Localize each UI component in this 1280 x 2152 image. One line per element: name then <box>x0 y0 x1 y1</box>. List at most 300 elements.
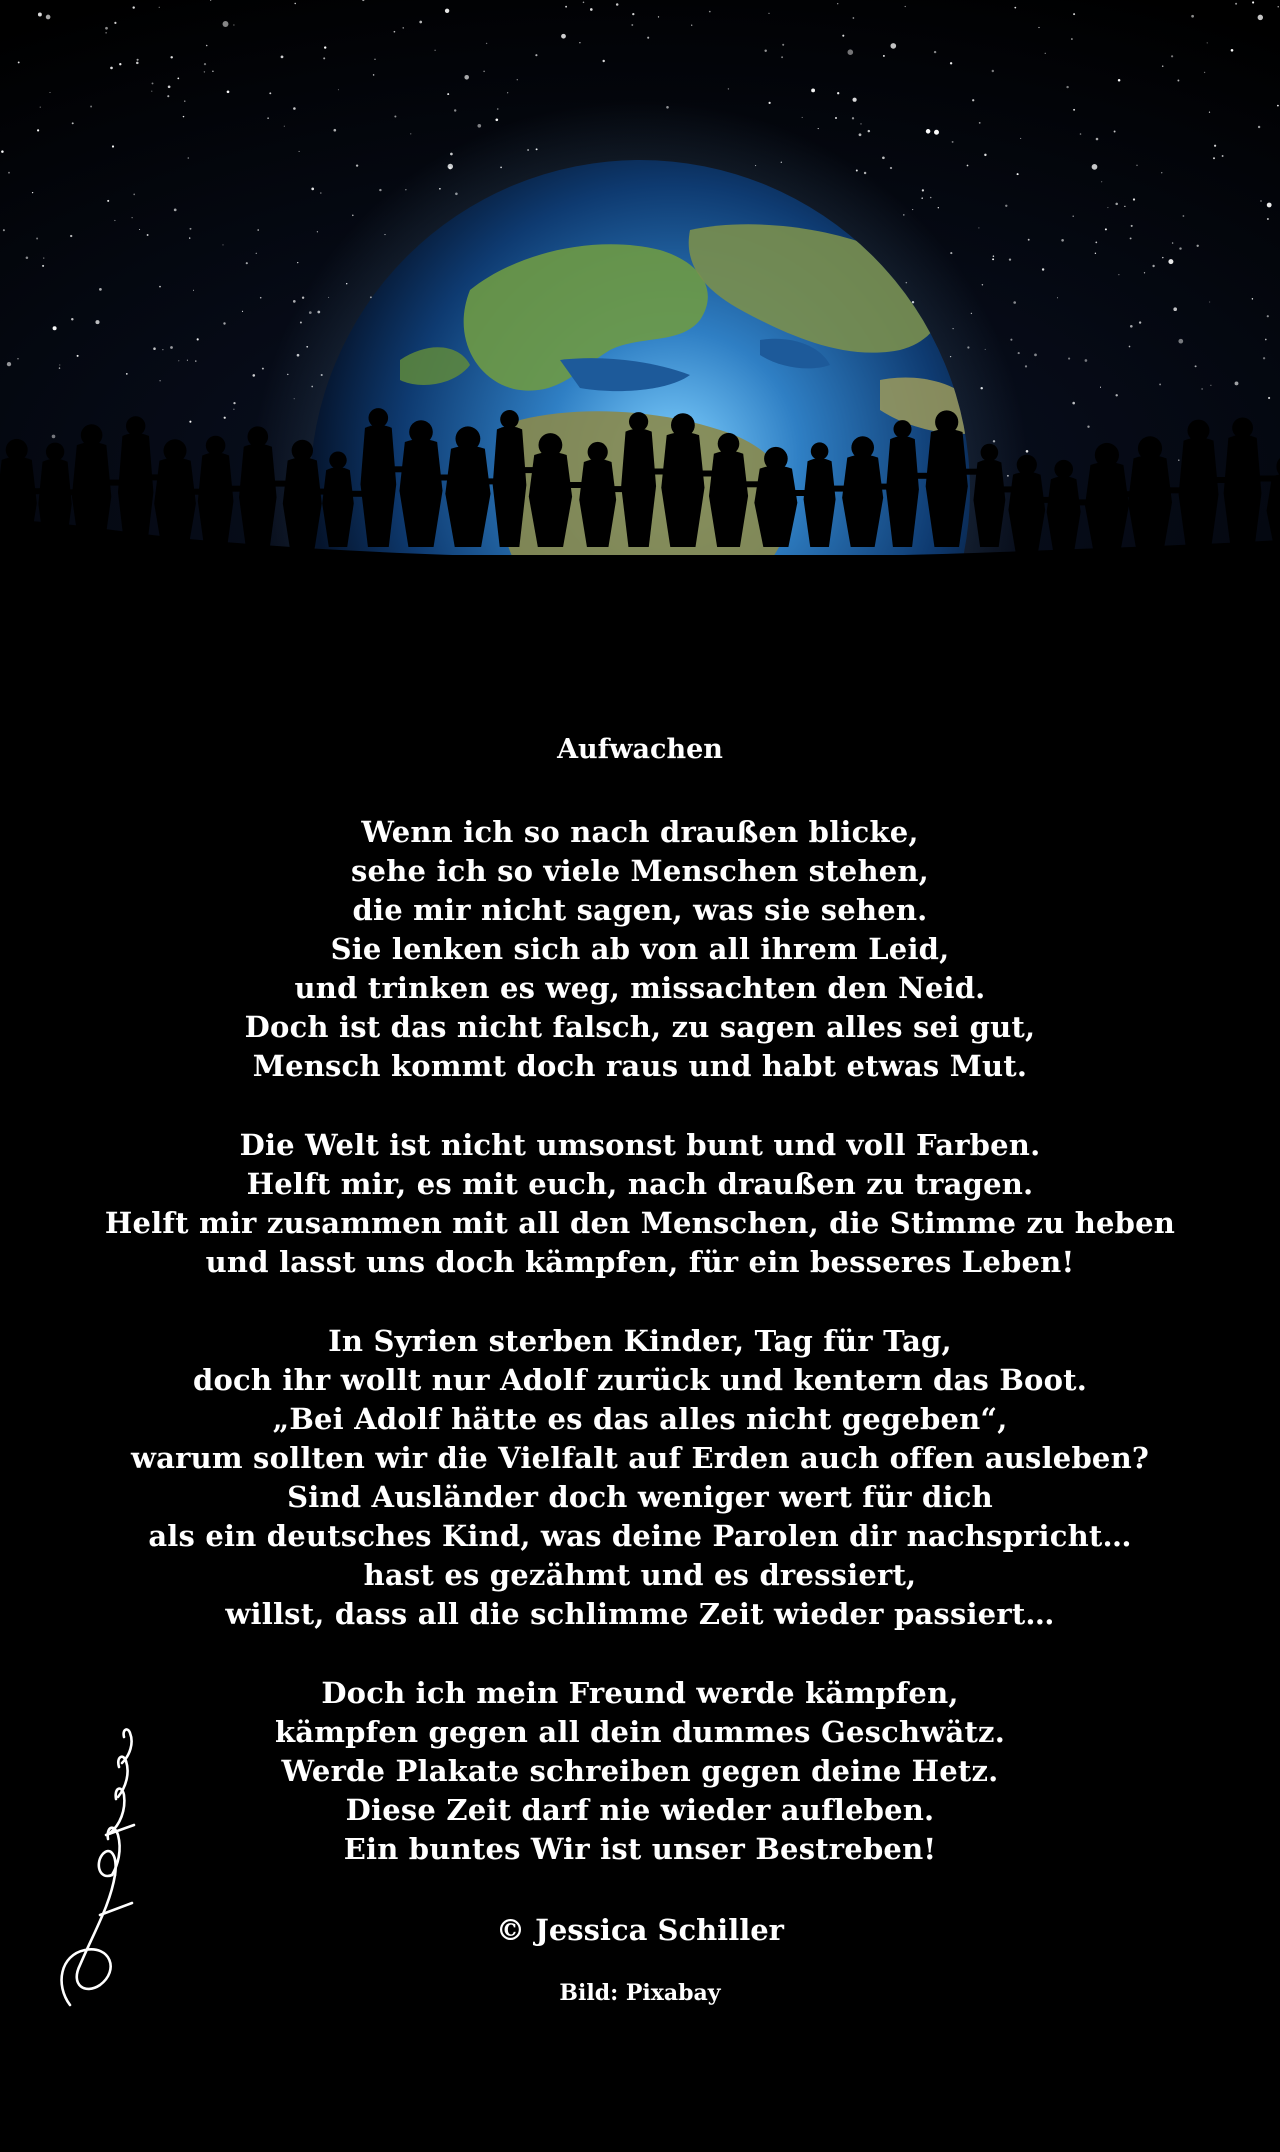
star <box>147 234 149 236</box>
star <box>204 63 206 65</box>
star <box>602 60 604 62</box>
copyright-line: © Jessica Schiller <box>496 1913 784 1947</box>
star <box>262 368 264 370</box>
star <box>782 44 784 46</box>
star <box>978 227 979 228</box>
star <box>1168 259 1173 264</box>
star <box>152 82 154 84</box>
star <box>1014 7 1016 9</box>
star <box>454 109 456 111</box>
star <box>868 130 870 132</box>
star <box>1263 357 1265 359</box>
star <box>136 62 139 65</box>
star <box>1179 247 1181 249</box>
star <box>1124 206 1125 207</box>
star <box>49 92 50 93</box>
star <box>992 70 994 72</box>
star <box>132 217 133 218</box>
star <box>77 355 79 357</box>
star <box>338 89 339 90</box>
star <box>1172 242 1174 244</box>
star <box>1207 42 1208 43</box>
poem-line: Helft mir, es mit euch, nach draußen zu tragen. <box>246 1167 1034 1201</box>
star <box>1080 133 1082 135</box>
star <box>227 90 230 93</box>
poem-line: und lasst uns doch kämpfen, für ein besseres Leben! <box>205 1245 1075 1279</box>
star <box>137 59 139 61</box>
star <box>1213 157 1215 159</box>
star <box>852 117 854 119</box>
star <box>434 50 435 51</box>
star <box>728 88 729 89</box>
star <box>890 167 892 169</box>
stanza <box>0 1126 1280 1282</box>
star <box>3 229 5 231</box>
star <box>114 220 115 221</box>
star <box>769 102 771 104</box>
star <box>1177 80 1179 82</box>
star <box>419 21 422 24</box>
star <box>979 122 981 124</box>
star <box>1018 352 1020 354</box>
star <box>1114 131 1116 133</box>
star <box>352 215 354 217</box>
star <box>204 71 205 72</box>
star <box>1005 205 1007 207</box>
star <box>1144 272 1145 273</box>
star <box>967 165 969 167</box>
star <box>842 35 844 37</box>
star <box>177 78 179 80</box>
star <box>1277 105 1279 107</box>
star <box>190 228 192 230</box>
star <box>107 200 109 202</box>
star <box>1161 172 1162 173</box>
star <box>26 257 29 260</box>
star <box>52 435 56 439</box>
star <box>1235 3 1237 5</box>
star <box>187 360 188 361</box>
star <box>709 11 711 13</box>
star <box>1231 49 1234 52</box>
star <box>293 300 296 303</box>
star <box>837 3 838 4</box>
star <box>1095 253 1096 254</box>
star <box>1130 325 1133 328</box>
star <box>170 346 173 349</box>
star <box>133 6 135 8</box>
star <box>110 67 113 70</box>
star <box>1178 460 1179 461</box>
star <box>1214 145 1216 147</box>
star <box>112 145 114 147</box>
star <box>324 46 326 48</box>
star <box>930 197 932 199</box>
star <box>802 117 803 118</box>
star <box>38 13 42 17</box>
star <box>658 16 659 17</box>
poem-line: „Bei Adolf hätte es das alles nicht gegeben“, <box>272 1402 1008 1436</box>
star <box>1204 72 1205 73</box>
star <box>1068 358 1070 360</box>
star <box>1162 65 1164 67</box>
star <box>984 154 986 156</box>
star <box>590 8 593 11</box>
star <box>223 21 229 27</box>
star <box>883 55 885 57</box>
star <box>42 265 44 267</box>
star <box>1105 228 1107 230</box>
handwritten-signature-logo <box>40 1715 150 2015</box>
star <box>1173 307 1177 311</box>
star <box>333 129 336 132</box>
star <box>1152 265 1154 267</box>
star <box>311 188 314 191</box>
poem-line: willst, dass all die schlimme Zeit wieder passiert… <box>225 1597 1055 1631</box>
star <box>1100 387 1101 388</box>
star <box>7 362 11 366</box>
star <box>1178 339 1183 344</box>
star <box>1101 181 1102 182</box>
star <box>477 124 481 128</box>
star <box>768 13 769 14</box>
star <box>1045 53 1046 54</box>
star <box>151 91 152 92</box>
star <box>1087 426 1089 428</box>
star <box>1210 385 1211 386</box>
star <box>1085 359 1088 362</box>
star <box>1265 339 1267 341</box>
star <box>206 45 208 47</box>
star <box>483 71 484 72</box>
star <box>119 63 121 65</box>
star <box>1034 354 1037 357</box>
star <box>197 338 199 340</box>
star <box>133 194 135 196</box>
star <box>464 75 469 80</box>
star <box>99 288 102 291</box>
star <box>1028 239 1030 241</box>
poem-line: als ein deutsches Kind, was deine Parolen dir nachspricht… <box>148 1519 1132 1553</box>
star <box>299 151 300 152</box>
star <box>616 3 619 6</box>
star <box>1159 383 1161 385</box>
star <box>486 43 487 44</box>
star <box>1130 237 1132 239</box>
star <box>1129 346 1131 348</box>
star <box>188 157 190 159</box>
star <box>212 71 214 73</box>
star <box>507 92 508 93</box>
star <box>269 92 271 94</box>
star <box>59 364 60 365</box>
star <box>811 88 815 92</box>
star <box>1009 258 1011 260</box>
star <box>394 31 396 33</box>
star <box>1073 109 1075 111</box>
star <box>647 37 649 39</box>
poem-line: Sind Ausländer doch weniger wert für dich <box>287 1480 993 1514</box>
star <box>952 141 954 143</box>
star <box>1252 298 1253 299</box>
star <box>222 244 223 245</box>
star <box>1020 138 1021 139</box>
star <box>242 311 243 312</box>
star <box>233 402 235 404</box>
star <box>167 95 169 97</box>
star <box>260 297 262 299</box>
poem-stanzas <box>0 813 1280 1869</box>
poem-line: Sie lenken sich ab von all ihrem Leid, <box>330 932 950 966</box>
star <box>403 27 404 28</box>
star <box>379 189 381 191</box>
star <box>1107 207 1108 208</box>
star <box>1066 86 1068 88</box>
star <box>1267 203 1272 208</box>
star <box>71 318 73 320</box>
star <box>632 13 634 15</box>
star <box>323 57 325 59</box>
star <box>1133 198 1135 200</box>
star <box>1 150 4 153</box>
star <box>561 34 566 39</box>
star <box>53 326 57 330</box>
star <box>583 2 585 4</box>
star <box>43 258 44 259</box>
poem-line: Mensch kommt doch raus und habt etwas Mut. <box>252 1049 1028 1083</box>
star <box>859 133 862 136</box>
star <box>764 49 766 51</box>
star <box>495 118 498 121</box>
star <box>294 3 295 4</box>
star <box>257 229 259 231</box>
star <box>853 17 855 19</box>
star <box>934 51 936 53</box>
poem-line: Doch ich mein Freund werde kämpfen, <box>321 1676 959 1710</box>
star <box>32 192 33 193</box>
star <box>105 32 107 34</box>
star <box>8 172 10 174</box>
star <box>1268 397 1270 399</box>
poem-line: In Syrien sterben Kinder, Tag für Tag, <box>328 1324 952 1358</box>
star <box>59 367 60 368</box>
star <box>1115 394 1117 396</box>
star <box>691 25 692 26</box>
star <box>890 43 896 49</box>
star <box>105 27 108 30</box>
star <box>224 417 226 419</box>
star <box>950 252 952 254</box>
star <box>1201 388 1202 389</box>
star <box>1267 315 1269 317</box>
poem-line: sehe ich so viele Menschen stehen, <box>351 854 929 888</box>
star <box>835 117 837 119</box>
star <box>70 235 72 237</box>
star <box>934 130 939 135</box>
star <box>246 262 248 264</box>
star <box>184 100 185 101</box>
star <box>95 320 99 324</box>
star <box>37 129 39 131</box>
star <box>1057 297 1058 298</box>
star <box>579 42 580 43</box>
star <box>1278 6 1279 7</box>
star <box>17 358 18 359</box>
star <box>1096 138 1099 141</box>
star <box>281 56 284 59</box>
star <box>162 349 163 350</box>
star <box>1139 321 1141 323</box>
poem-line: hast es gezähmt und es dressiert, <box>363 1558 917 1592</box>
star <box>1183 215 1185 217</box>
star <box>1025 365 1027 367</box>
star <box>1072 216 1073 217</box>
star <box>922 189 924 191</box>
stanza <box>0 813 1280 1086</box>
star <box>189 421 191 423</box>
star <box>1042 268 1044 270</box>
star <box>1162 257 1163 258</box>
star <box>223 322 225 324</box>
star <box>183 116 184 117</box>
star <box>1017 173 1019 175</box>
star <box>1071 38 1073 40</box>
star <box>950 62 952 64</box>
star <box>1222 155 1224 157</box>
star <box>1252 1 1254 3</box>
star <box>1171 55 1173 57</box>
star <box>267 117 269 119</box>
star <box>320 192 322 194</box>
poem-line: doch ihr wollt nur Adolf zurück und kentern das Boot. <box>192 1363 1088 1397</box>
star <box>373 74 375 76</box>
star <box>938 207 939 208</box>
star <box>1038 27 1039 28</box>
star <box>1115 203 1118 206</box>
hero-image-earth-people <box>0 0 1280 600</box>
star <box>852 98 856 102</box>
star <box>1136 165 1137 166</box>
star <box>159 380 160 381</box>
star <box>394 115 396 117</box>
star <box>1092 164 1098 170</box>
star <box>1095 242 1097 244</box>
star <box>356 164 358 166</box>
star <box>1235 381 1239 385</box>
star <box>1209 112 1210 113</box>
poem-line: die mir nicht sagen, was sie sehen. <box>352 893 928 927</box>
star <box>193 290 194 291</box>
star <box>18 61 20 63</box>
star <box>1010 339 1012 341</box>
star <box>860 123 861 124</box>
star <box>72 122 74 124</box>
star <box>921 197 923 199</box>
star <box>445 9 449 13</box>
star <box>153 347 156 350</box>
star <box>233 409 234 410</box>
star <box>174 209 177 212</box>
star <box>912 209 913 210</box>
star <box>159 7 160 8</box>
star <box>293 107 296 110</box>
star <box>992 258 994 260</box>
star <box>284 126 285 127</box>
star <box>1209 302 1210 303</box>
star <box>1258 126 1260 128</box>
star <box>972 99 974 101</box>
star <box>535 54 537 56</box>
star <box>882 156 885 159</box>
poem-line: kämpfen gegen all dein dummes Geschwätz. <box>274 1715 1006 1749</box>
star <box>818 128 819 129</box>
star <box>1260 200 1261 201</box>
star <box>848 49 854 55</box>
star <box>781 56 783 58</box>
poem-line: Ein buntes Wir ist unser Bestreben! <box>343 1832 937 1866</box>
star <box>139 229 140 230</box>
poem-line: warum sollten wir die Vielfalt auf Erden auch offen ausleben? <box>130 1441 1150 1475</box>
poem-line: Doch ist das nicht falsch, zu sagen alles sei gut, <box>244 1010 1036 1044</box>
poem-line: Die Welt ist nicht umsonst bunt und voll Farben. <box>239 1128 1041 1162</box>
poem-line: Werde Plakate schreiben gegen deine Hetz. <box>281 1754 999 1788</box>
star <box>252 374 255 377</box>
poem-line: Helft mir zusammen mit all den Menschen, die Stimme zu heben <box>104 1206 1176 1240</box>
star <box>90 106 92 108</box>
star <box>126 373 128 375</box>
star <box>517 79 518 80</box>
stanza <box>0 1674 1280 1869</box>
star <box>168 85 171 88</box>
star <box>1073 13 1075 15</box>
poem-title: Aufwachen <box>557 734 723 765</box>
star <box>1118 274 1119 275</box>
star <box>1267 218 1269 220</box>
star <box>195 360 196 361</box>
stanza <box>0 1322 1280 1634</box>
star <box>46 15 51 20</box>
star <box>993 255 995 257</box>
star <box>1258 15 1263 20</box>
star <box>565 6 567 8</box>
star <box>1061 239 1064 242</box>
star <box>178 360 179 361</box>
star <box>233 24 234 25</box>
star <box>36 238 38 240</box>
star <box>447 93 449 95</box>
poem <box>0 727 1280 2009</box>
poem-line: Diese Zeit darf nie wieder aufleben. <box>345 1793 935 1827</box>
star <box>410 133 411 134</box>
star <box>40 107 41 108</box>
star <box>982 284 983 285</box>
star <box>497 108 498 109</box>
star <box>1072 402 1075 405</box>
star <box>189 237 190 238</box>
star <box>114 22 116 24</box>
star <box>159 286 161 288</box>
star <box>317 231 318 232</box>
star <box>926 129 931 134</box>
star <box>1191 15 1194 18</box>
poem-line: Wenn ich so nach draußen blicke, <box>361 815 919 849</box>
poem-line: und trinken es weg, missachten den Neid. <box>294 971 986 1005</box>
star <box>631 24 633 26</box>
star <box>1195 365 1197 367</box>
star <box>905 6 906 7</box>
star <box>837 92 839 94</box>
star <box>1197 245 1199 247</box>
